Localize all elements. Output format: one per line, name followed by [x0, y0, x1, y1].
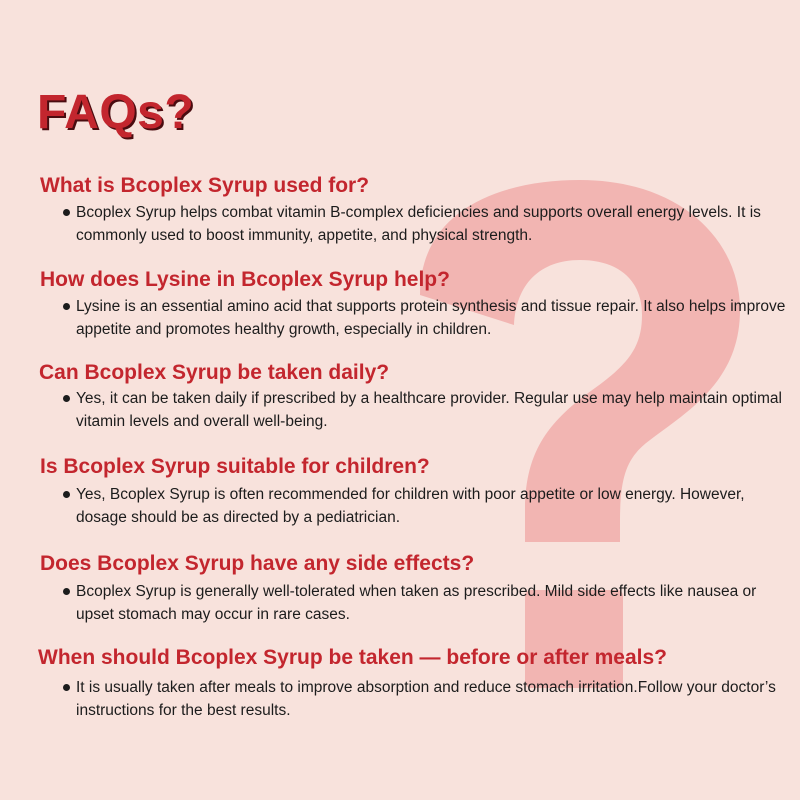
bullet-icon	[63, 303, 70, 310]
faq-question-5: Does Bcoplex Syrup have any side effects?	[40, 552, 475, 575]
bullet-icon	[63, 395, 70, 402]
faq-question-3: Can Bcoplex Syrup be taken daily?	[39, 361, 390, 384]
faq-answer-1-text: Bcoplex Syrup helps combat vitamin B-complex deficiencies and supports overall energy levels. It is commonly used to boost immunity, appetite, and physical strength.	[76, 204, 761, 244]
faq-answer-4-text: Yes, Bcoplex Syrup is often recommended for children with poor appetite or low energy. However, dosage should be as directed by a pediatrician.	[76, 486, 745, 526]
faq-answer-3-text: Yes, it can be taken daily if prescribed by a healthcare provider. Regular use may help maintain optimal vitamin levels and overall well-being.	[76, 390, 782, 430]
faq-question-2: How does Lysine in Bcoplex Syrup help?	[40, 268, 450, 291]
faq-answer-6-text: It is usually taken after meals to improve absorption and reduce stomach irritation.Follow your doctor’s instructions for the best results.	[76, 679, 776, 719]
faq-question-4: Is Bcoplex Syrup suitable for children?	[40, 455, 430, 478]
faq-answer-5	[76, 580, 794, 626]
bullet-icon	[63, 491, 70, 498]
faq-answer-6	[76, 676, 794, 722]
faq-answer-4	[76, 483, 794, 529]
bullet-icon	[63, 209, 70, 216]
faq-answer-2-text: Lysine is an essential amino acid that supports protein synthesis and tissue repair. It also helps improve appetite and promotes healthy growth, especially in children.	[76, 298, 786, 338]
faq-answer-1	[76, 201, 794, 247]
page-title: FAQs?	[37, 86, 195, 139]
bullet-icon	[63, 684, 70, 691]
bullet-icon	[63, 588, 70, 595]
faq-question-6: When should Bcoplex Syrup be taken — before or after meals?	[38, 646, 667, 669]
faq-answer-5-text: Bcoplex Syrup is generally well-tolerated when taken as prescribed. Mild side effects like nausea or upset stomach may occur in rare cases.	[76, 583, 757, 623]
faq-answer-2	[76, 295, 794, 341]
faq-answer-3	[76, 387, 794, 433]
faq-question-1: What is Bcoplex Syrup used for?	[40, 174, 370, 197]
